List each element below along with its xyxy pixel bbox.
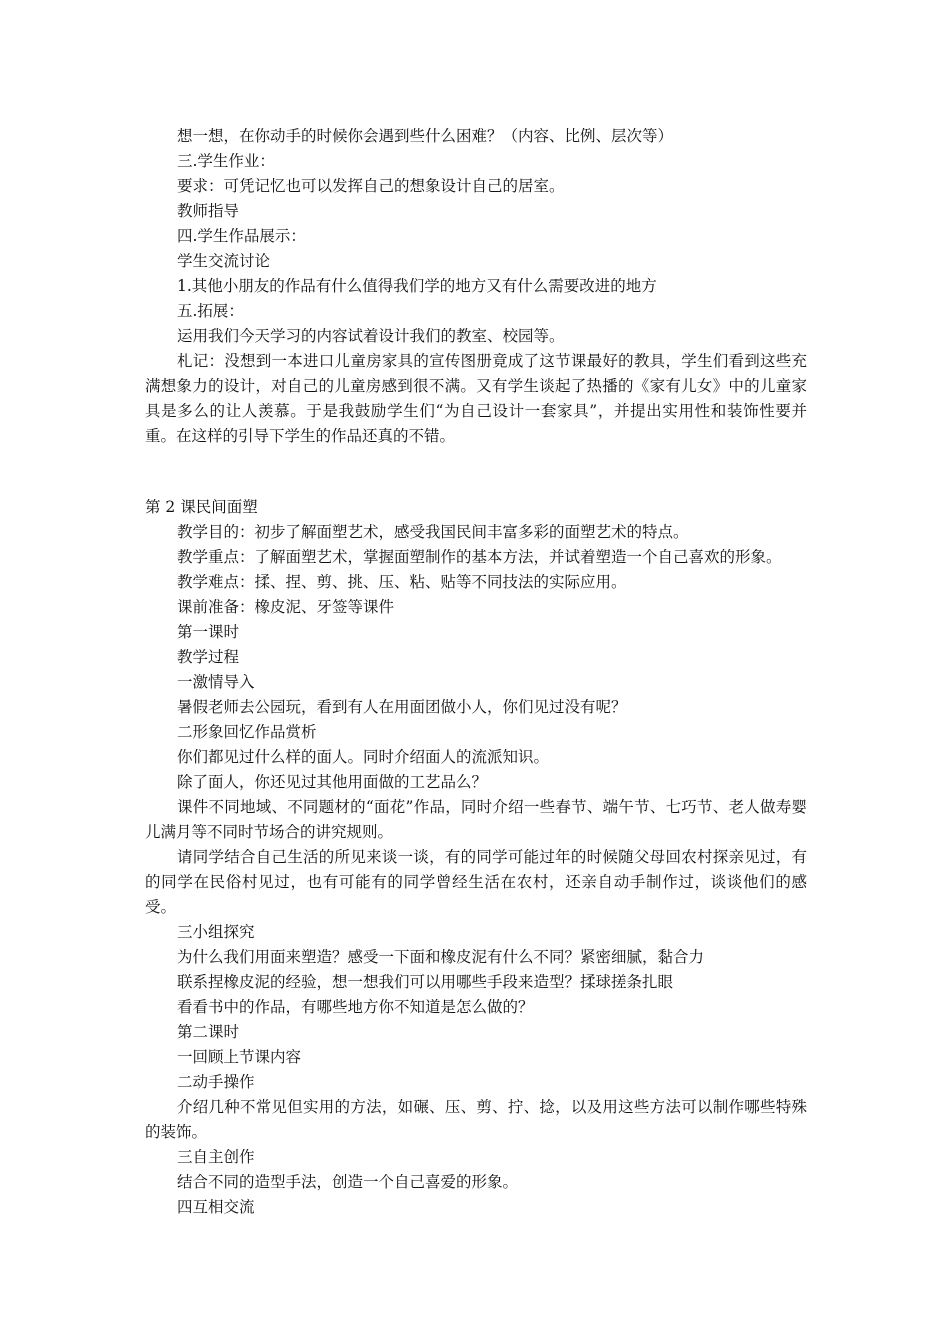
text-line: 运用我们今天学习的内容试着设计我们的教室、校园等。 — [177, 327, 565, 345]
text-line: 联系捏橡皮泥的经验，想一想我们可以用哪些手段来造型？揉球搓条扎眼 — [177, 973, 674, 991]
text-line: 第二课时 — [177, 1023, 240, 1041]
text-line: 想一想，在你动手的时候你会遇到些什么困难？（内容、比例、层次等） — [177, 127, 674, 145]
text-line: 三小组探究 — [177, 923, 255, 941]
text-line: 除了面人，你还见过其他用面做的工艺品么？ — [177, 773, 488, 791]
text-line: 教学重点：了解面塑艺术，掌握面塑制作的基本方法，并试着塑造一个自己喜欢的形象。 — [177, 548, 782, 566]
paragraph: 介绍几种不常见但实用的方法，如碾、压、剪、拧、捻，以及用这些方法可以制作哪些特殊的装饰。 — [145, 1098, 807, 1141]
section-gap — [145, 449, 810, 495]
text-line: 一激情导入 — [177, 673, 255, 691]
document-page — [145, 124, 810, 1220]
text-line: 看看书中的作品，有哪些地方你不知道是怎么做的？ — [177, 998, 534, 1016]
teaching-note-paragraph: 札记：没想到一本进口儿童房家具的宣传图册竟成了这节课最好的教具，学生们看到这些充满想象力的设计，对自己的儿童房感到很不满。又有学生谈起了热播的《家有儿女》中的儿童家具是多么的让人羡慕。于是我鼓励学生们“为自己设计一套家具”，并提出实用性和装饰性要并重。在这样的引导下学生的作品还真的不错。 — [145, 352, 807, 445]
paragraph: 请同学结合自己生活的所见来谈一谈，有的同学可能过年的时候随父母回农村探亲见过，有的同学在民俗村见过，也有可能有的同学曾经生活在农村，还亲自动手制作过，谈谈他们的感受。 — [145, 848, 807, 916]
section-2 — [145, 495, 810, 1220]
text-line: 三.学生作业： — [177, 152, 275, 170]
text-line: 三自主创作 — [177, 1148, 255, 1166]
text-line: 结合不同的造型手法，创造一个自己喜爱的形象。 — [177, 1173, 519, 1191]
text-line: 教学过程 — [177, 648, 240, 666]
text-line: 四互相交流 — [177, 1198, 255, 1216]
text-line: 四.学生作品展示： — [177, 227, 306, 245]
text-line: 1.其他小朋友的作品有什么值得我们学的地方又有什么需要改进的地方 — [177, 277, 657, 295]
text-line: 教学难点：揉、捏、剪、挑、压、粘、贴等不同技法的实际应用。 — [177, 573, 627, 591]
text-line: 暑假老师去公园玩，看到有人在用面团做小人，你们见过没有呢？ — [177, 698, 627, 716]
text-line: 五.拓展： — [177, 302, 244, 320]
text-line: 二动手操作 — [177, 1073, 255, 1091]
text-line: 一回顾上节课内容 — [177, 1048, 302, 1066]
text-line: 二形象回忆作品赏析 — [177, 723, 317, 741]
text-line: 学生交流讨论 — [177, 252, 271, 270]
paragraph: 课件不同地域、不同题材的“面花”作品，同时介绍一些春节、端午节、七巧节、老人做寿婴儿满月等不同时节场合的讲究规则。 — [145, 798, 807, 841]
text-line: 为什么我们用面来塑造？感受一下面和橡皮泥有什么不同？紧密细腻，黏合力 — [177, 948, 705, 966]
section-1 — [145, 124, 810, 449]
lesson-title: 第 2 课民间面塑 — [145, 498, 258, 516]
text-line: 要求：可凭记忆也可以发挥自己的想象设计自己的居室。 — [177, 177, 565, 195]
text-line: 教师指导 — [177, 202, 240, 220]
text-line: 教学目的：初步了解面塑艺术，感受我国民间丰富多彩的面塑艺术的特点。 — [177, 523, 689, 541]
text-line: 课前准备：橡皮泥、牙签等课件 — [177, 598, 395, 616]
text-line: 你们都见过什么样的面人。同时介绍面人的流派知识。 — [177, 748, 550, 766]
text-line: 第一课时 — [177, 623, 240, 641]
